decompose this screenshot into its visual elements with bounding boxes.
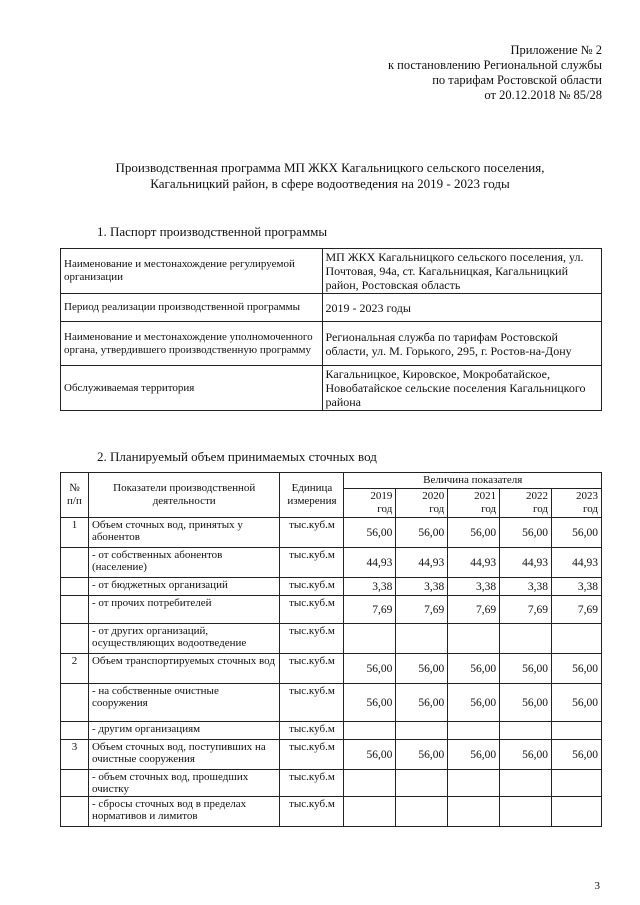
row-value: 56,00 — [448, 518, 500, 548]
table-row — [61, 770, 602, 797]
row-value — [396, 770, 448, 797]
passport-row — [61, 249, 602, 294]
row-unit: тыс.куб.м — [280, 654, 344, 684]
row-value: 56,00 — [396, 684, 448, 722]
passport-row — [61, 294, 602, 322]
table-row — [61, 518, 602, 548]
row-number — [61, 722, 89, 740]
row-value — [552, 770, 602, 797]
row-value — [500, 770, 552, 797]
row-value — [448, 624, 500, 654]
row-value: 7,69 — [344, 596, 396, 624]
row-number — [61, 797, 89, 827]
passport-value: Региональная служба по тарифам Ростовской области, ул. М. Горького, 295, г. Ростов-на-Дону — [322, 322, 601, 366]
row-value — [552, 624, 602, 654]
row-indicator: Объем сточных вод, поступивших на очистные сооружения — [88, 740, 280, 770]
year-value: 2021 — [474, 490, 497, 502]
row-number: 2 — [61, 654, 89, 684]
table-row — [61, 740, 602, 770]
row-unit: тыс.куб.м — [280, 624, 344, 654]
row-value — [552, 797, 602, 827]
title-line: Производственная программа МП ЖКХ Кагальницкого сельского поселения, — [115, 160, 545, 175]
row-unit: тыс.куб.м — [280, 770, 344, 797]
row-value: 44,93 — [448, 548, 500, 578]
row-unit: тыс.куб.м — [280, 518, 344, 548]
row-value: 44,93 — [500, 548, 552, 578]
row-indicator: - другим организациям — [88, 722, 280, 740]
table-row — [61, 797, 602, 827]
passport-row — [61, 366, 602, 411]
row-number — [61, 596, 89, 624]
row-value: 56,00 — [448, 654, 500, 684]
row-value — [344, 722, 396, 740]
appendix-line: Приложение № 2 — [510, 43, 602, 57]
row-value: 56,00 — [448, 740, 500, 770]
row-value — [500, 722, 552, 740]
row-number — [61, 548, 89, 578]
row-value: 44,93 — [552, 548, 602, 578]
row-value: 7,69 — [448, 596, 500, 624]
row-value — [500, 624, 552, 654]
row-value — [552, 722, 602, 740]
row-value — [344, 624, 396, 654]
passport-value: Кагальницкое, Кировское, Мокробатайское, Новобатайское сельские поселения Кагальницкого района — [322, 366, 601, 411]
year-value: 2020 — [422, 490, 445, 502]
col-header-unit: Единица измерения — [280, 473, 344, 518]
row-indicator: - объем сточных вод, прошедших очистку — [88, 770, 280, 797]
row-value: 3,38 — [396, 578, 448, 596]
col-header-value: Величина показателя — [344, 473, 602, 489]
row-value — [448, 770, 500, 797]
row-indicator: Объем сточных вод, принятых у абонентов — [88, 518, 280, 548]
row-indicator: - на собственные очистные сооружения — [88, 684, 280, 722]
row-indicator: - от других организаций, осуществляющих водоотведение — [88, 624, 280, 654]
row-number — [61, 770, 89, 797]
table-row — [61, 722, 602, 740]
appendix-header — [302, 43, 602, 103]
passport-row — [61, 322, 602, 366]
volume-table — [60, 472, 602, 827]
passport-value: 2019 - 2023 годы — [322, 294, 601, 322]
row-value: 7,69 — [500, 596, 552, 624]
row-value: 56,00 — [500, 740, 552, 770]
row-number — [61, 578, 89, 596]
year-suffix: год — [533, 503, 549, 515]
table-row — [61, 578, 602, 596]
table-row — [61, 596, 602, 624]
row-value: 3,38 — [500, 578, 552, 596]
row-indicator: Объем транспортируемых сточных вод — [88, 654, 280, 684]
row-value: 44,93 — [344, 548, 396, 578]
row-value: 7,69 — [552, 596, 602, 624]
row-value: 56,00 — [344, 518, 396, 548]
row-value: 56,00 — [448, 684, 500, 722]
row-value — [500, 797, 552, 827]
col-header-year — [344, 489, 396, 518]
col-header-year — [552, 489, 602, 518]
col-header-year — [448, 489, 500, 518]
year-suffix: год — [481, 503, 497, 515]
row-value: 3,38 — [344, 578, 396, 596]
table-row — [61, 624, 602, 654]
section-heading-volume: 2. Планируемый объем принимаемых сточных вод — [97, 449, 377, 464]
year-value: 2019 — [370, 490, 393, 502]
col-header-year — [396, 489, 448, 518]
section-heading-passport: 1. Паспорт производственной программы — [97, 224, 328, 239]
row-value: 56,00 — [552, 740, 602, 770]
row-value: 56,00 — [396, 740, 448, 770]
row-value: 56,00 — [500, 654, 552, 684]
row-number — [61, 624, 89, 654]
row-value: 56,00 — [552, 654, 602, 684]
row-value — [344, 770, 396, 797]
row-indicator: - от собственных абонентов (население) — [88, 548, 280, 578]
row-indicator: - сбросы сточных вод в пределах нормативов и лимитов — [88, 797, 280, 827]
row-unit: тыс.куб.м — [280, 684, 344, 722]
year-value: 2022 — [526, 490, 549, 502]
row-value — [396, 624, 448, 654]
table-row — [61, 684, 602, 722]
col-header-year — [500, 489, 552, 518]
row-unit: тыс.куб.м — [280, 797, 344, 827]
col-header-num: № п/п — [61, 473, 89, 518]
row-value: 56,00 — [552, 684, 602, 722]
row-unit: тыс.куб.м — [280, 740, 344, 770]
passport-label: Наименование и местонахождение уполномоченного органа, утвердившего производственную программу — [61, 322, 323, 366]
row-value — [396, 722, 448, 740]
row-value: 44,93 — [396, 548, 448, 578]
row-value: 56,00 — [500, 518, 552, 548]
passport-label: Наименование и местонахождение регулируемой организации — [61, 249, 323, 294]
row-unit: тыс.куб.м — [280, 722, 344, 740]
row-value: 3,38 — [448, 578, 500, 596]
page-mark: 3 — [594, 880, 600, 892]
appendix-line: от 20.12.2018 № 85/28 — [484, 88, 602, 102]
row-value: 56,00 — [500, 684, 552, 722]
passport-table — [60, 248, 602, 411]
row-number: 1 — [61, 518, 89, 548]
year-suffix: год — [429, 503, 445, 515]
passport-value: МП ЖКХ Кагальницкого сельского поселения, ул. Почтовая, 94а, ст. Кагальницкая, Кагальницкий район, Ростовская область — [322, 249, 601, 294]
year-value: 2023 — [576, 490, 598, 502]
year-suffix: год — [582, 503, 598, 515]
row-value — [396, 797, 448, 827]
row-value: 7,69 — [396, 596, 448, 624]
passport-label: Обслуживаемая территория — [61, 366, 323, 411]
row-number — [61, 684, 89, 722]
row-value — [344, 797, 396, 827]
table-row — [61, 654, 602, 684]
title-line: Кагальницкий район, в сфере водоотведения на 2019 - 2023 годы — [150, 176, 510, 191]
row-indicator: - от бюджетных организаций — [88, 578, 280, 596]
table-row — [61, 548, 602, 578]
row-value: 3,38 — [552, 578, 602, 596]
row-value: 56,00 — [344, 684, 396, 722]
col-header-indicator: Показатели производственной деятельности — [88, 473, 280, 518]
row-value: 56,00 — [396, 654, 448, 684]
row-unit: тыс.куб.м — [280, 596, 344, 624]
row-value: 56,00 — [344, 654, 396, 684]
row-unit: тыс.куб.м — [280, 578, 344, 596]
year-suffix: год — [377, 503, 393, 515]
row-value — [448, 797, 500, 827]
row-value: 56,00 — [552, 518, 602, 548]
row-indicator: - от прочих потребителей — [88, 596, 280, 624]
appendix-line: по тарифам Ростовской области — [432, 73, 602, 87]
row-value — [448, 722, 500, 740]
row-value: 56,00 — [396, 518, 448, 548]
row-value: 56,00 — [344, 740, 396, 770]
row-number: 3 — [61, 740, 89, 770]
appendix-line: к постановлению Региональной службы — [387, 58, 602, 72]
passport-label: Период реализации производственной программы — [61, 294, 323, 322]
document-title — [60, 160, 600, 192]
row-unit: тыс.куб.м — [280, 548, 344, 578]
